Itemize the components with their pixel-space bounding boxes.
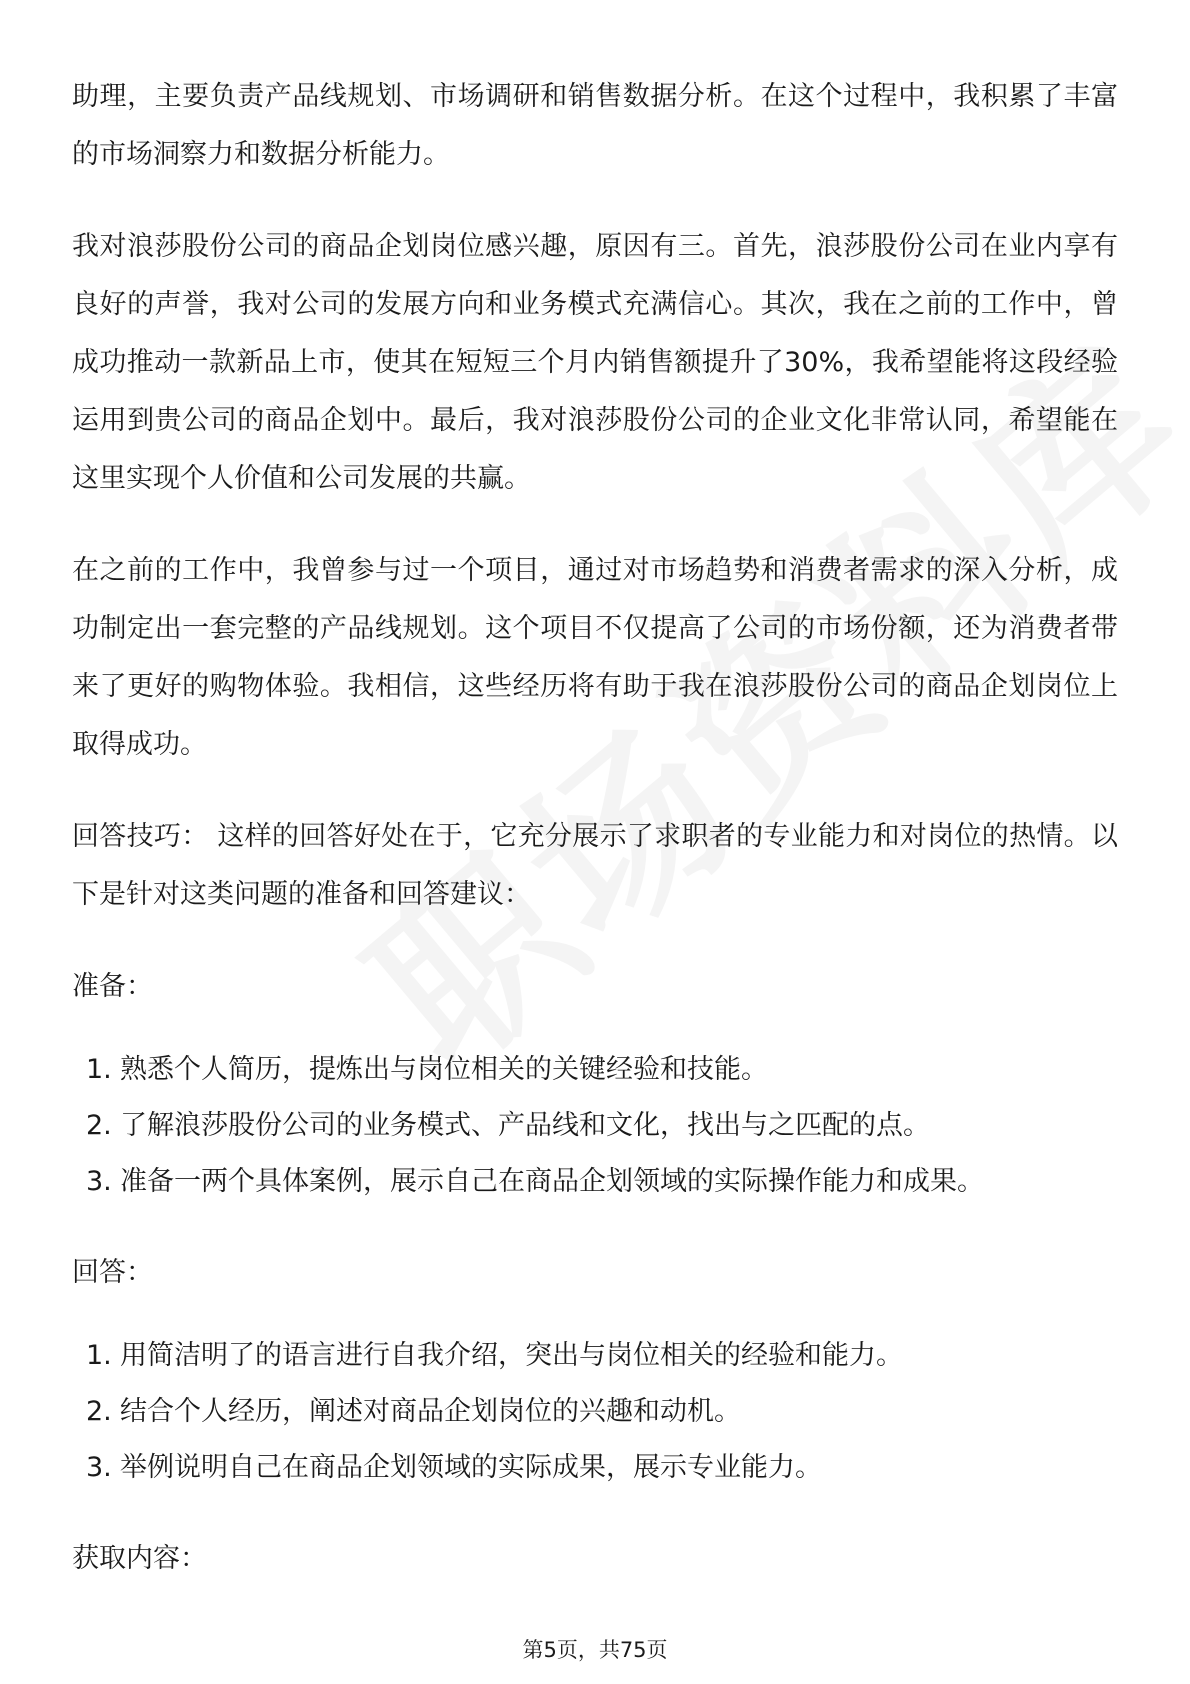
answer-list bbox=[72, 1328, 1118, 1496]
list-item-number: 3. bbox=[86, 1452, 112, 1483]
paragraph-intro-continued: 助理，主要负责产品线规划、市场调研和销售数据分析。在这个过程中，我积累了丰富的市场洞察力和数据分析能力。 bbox=[72, 81, 1118, 170]
list-item-number: 2. bbox=[86, 1396, 112, 1427]
paragraph-answer-tips: 回答技巧： 这样的回答好处在于，它充分展示了求职者的专业能力和对岗位的热情。以下是针对这类问题的准备和回答建议： bbox=[72, 821, 1118, 910]
list-item-number: 1. bbox=[86, 1054, 112, 1085]
answer-heading: 回答： bbox=[72, 1257, 153, 1288]
paragraph-interest-reasons: 我对浪莎股份公司的商品企划岗位感兴趣，原因有三。首先，浪莎股份公司在业内享有良好的声誉，我对公司的发展方向和业务模式充满信心。其次，我在之前的工作中，曾成功推动一款新品上市，使其在短短三个月内销售额提升了30%，我希望能将这段经验运用到贵公司的商品企划中。最后，我对浪莎股份公司的企业文化非常认同，希望能在这里实现个人价值和公司发展的共赢。 bbox=[72, 231, 1118, 494]
list-item-text: 熟悉个人简历，提炼出与岗位相关的关键经验和技能。 bbox=[120, 1054, 768, 1085]
list-item-number: 1. bbox=[86, 1340, 112, 1371]
obtain-content-heading: 获取内容： bbox=[72, 1543, 207, 1574]
list-item-text: 举例说明自己在商品企划领域的实际成果，展示专业能力。 bbox=[120, 1452, 822, 1483]
list-item-number: 2. bbox=[86, 1110, 112, 1141]
list-item bbox=[72, 1328, 1118, 1384]
list-item-text: 了解浪莎股份公司的业务模式、产品线和文化，找出与之匹配的点。 bbox=[120, 1110, 930, 1141]
list-item bbox=[72, 1042, 1118, 1098]
list-item-text: 结合个人经历，阐述对商品企划岗位的兴趣和动机。 bbox=[120, 1396, 741, 1427]
preparation-heading: 准备： bbox=[72, 971, 153, 1002]
paragraph-project-experience: 在之前的工作中，我曾参与过一个项目，通过对市场趋势和消费者需求的深入分析，成功制定出一套完整的产品线规划。这个项目不仅提高了公司的市场份额，还为消费者带来了更好的购物体验。我相信，这些经历将有助于我在浪莎股份公司的商品企划岗位上取得成功。 bbox=[72, 555, 1118, 760]
list-item-text: 准备一两个具体案例，展示自己在商品企划领域的实际操作能力和成果。 bbox=[120, 1166, 984, 1197]
document-body bbox=[72, 68, 1118, 1622]
list-item bbox=[72, 1384, 1118, 1440]
list-item-number: 3. bbox=[86, 1166, 112, 1197]
preparation-list bbox=[72, 1042, 1118, 1210]
list-item bbox=[72, 1440, 1118, 1496]
list-item bbox=[72, 1098, 1118, 1154]
list-item bbox=[72, 1154, 1118, 1210]
list-item-text: 用简洁明了的语言进行自我介绍，突出与岗位相关的经验和能力。 bbox=[120, 1340, 903, 1371]
page-number-footer: 第5页，共75页 bbox=[522, 1638, 668, 1662]
